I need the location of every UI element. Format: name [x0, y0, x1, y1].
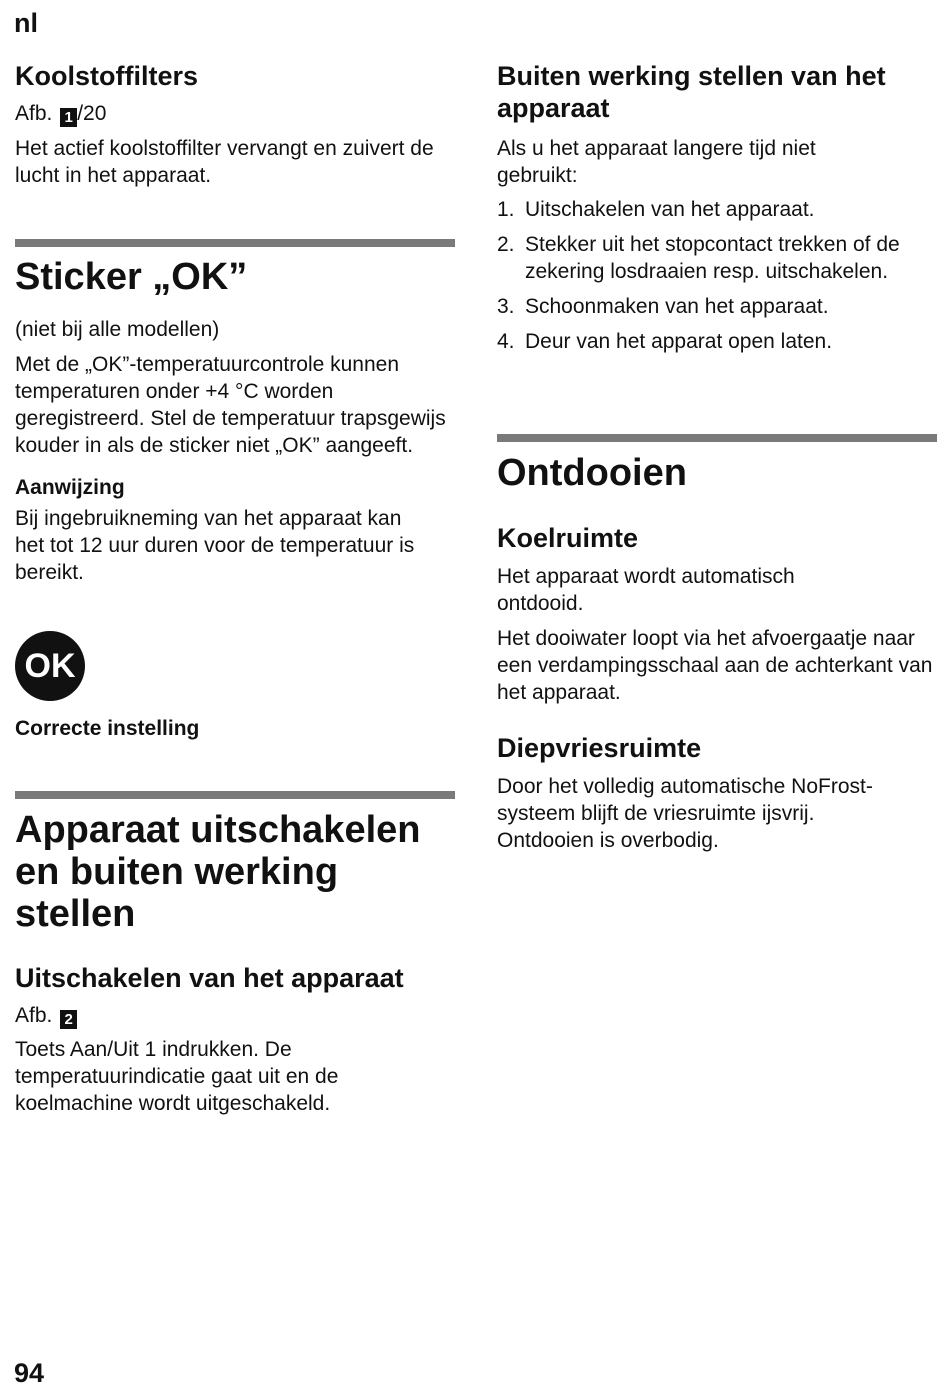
note-text: Bij ingebruikneming van het apparaat kan het tot 12 uur duren voor de temperatuur is bereikt. — [15, 507, 415, 584]
sticker-subtitle: (niet bij alle modellen) — [15, 318, 220, 341]
figure-number-badge: 2 — [60, 1010, 77, 1029]
defrost-heading: Ontdooien — [497, 452, 687, 494]
decommission-heading: Buiten werking stellen van het apparaat — [497, 61, 886, 123]
sticker-text: Met de „OK”-temperatuurcontrole kunnen temperaturen onder +4 °C worden geregistreerd. Stel de temperatuur trapsgewijs kouder in als de sticker niet „OK” aangeeft. — [15, 353, 446, 457]
step-item: 4. Deur van het apparat open laten. — [497, 330, 833, 353]
sticker-ok-section — [15, 256, 455, 586]
page-number: 94 — [14, 1358, 45, 1388]
sticker-ok-heading: Sticker „OK” — [15, 256, 248, 298]
switch-off-heading: Apparaat uitschakelen en buiten werking stellen — [15, 809, 421, 935]
carbon-filter-heading: Koolstoffilters — [15, 61, 199, 91]
switch-off-subheading: Uitschakelen van het apparaat — [15, 963, 404, 993]
decommission-section — [497, 60, 937, 355]
section-divider — [15, 239, 455, 247]
figure-suffix: /20 — [77, 102, 107, 125]
carbon-figure-ref — [15, 100, 455, 127]
section-divider — [497, 434, 937, 442]
freezer-heading: Diepvriesruimte — [497, 733, 702, 763]
decommission-intro: Als u het apparaat langere tijd niet gebruikt: — [497, 137, 816, 187]
decommission-steps — [497, 196, 937, 355]
switch-off-figure-ref — [15, 1002, 455, 1029]
step-item: 1. Uitschakelen van het apparaat. — [497, 198, 815, 221]
step-item: 3. Schoonmaken van het apparaat. — [497, 295, 829, 318]
figure-prefix: Afb. — [15, 1004, 53, 1027]
fridge-text-2: Het dooiwater loopt via het afvoergaatje naar een verdampingsschaal aan de achterkant van het apparaat. — [497, 627, 933, 704]
fridge-text-1: Het apparaat wordt automatisch ontdooid. — [497, 565, 795, 615]
defrost-section — [497, 452, 937, 854]
step-item: 2. Stekker uit het stopcontact trekken of de zekering losdraaien resp. uitschakelen. — [497, 233, 900, 283]
freezer-text: Door het volledig automatische NoFrost-systeem blijft de vriesruimte ijsvrij. Ontdooien is overbodig. — [497, 775, 873, 852]
switch-off-text: Toets Aan/Uit 1 indrukken. De temperatuurindicatie gaat uit en de koelmachine wordt uitgeschakeld. — [15, 1038, 339, 1115]
carbon-filter-text: Het actief koolstoffilter vervangt en zuivert de lucht in het apparaat. — [15, 137, 434, 187]
ok-caption: Correcte instelling — [15, 717, 200, 740]
carbon-filter-section — [15, 60, 455, 189]
figure-prefix: Afb. — [15, 102, 53, 125]
note-heading: Aanwijzing — [15, 476, 125, 499]
section-divider — [15, 791, 455, 799]
language-code: nl — [14, 8, 38, 38]
figure-number-badge: 1 — [60, 108, 77, 127]
ok-sticker-icon: OK — [15, 631, 85, 701]
fridge-heading: Koelruimte — [497, 523, 639, 553]
switch-off-section — [15, 809, 455, 1117]
